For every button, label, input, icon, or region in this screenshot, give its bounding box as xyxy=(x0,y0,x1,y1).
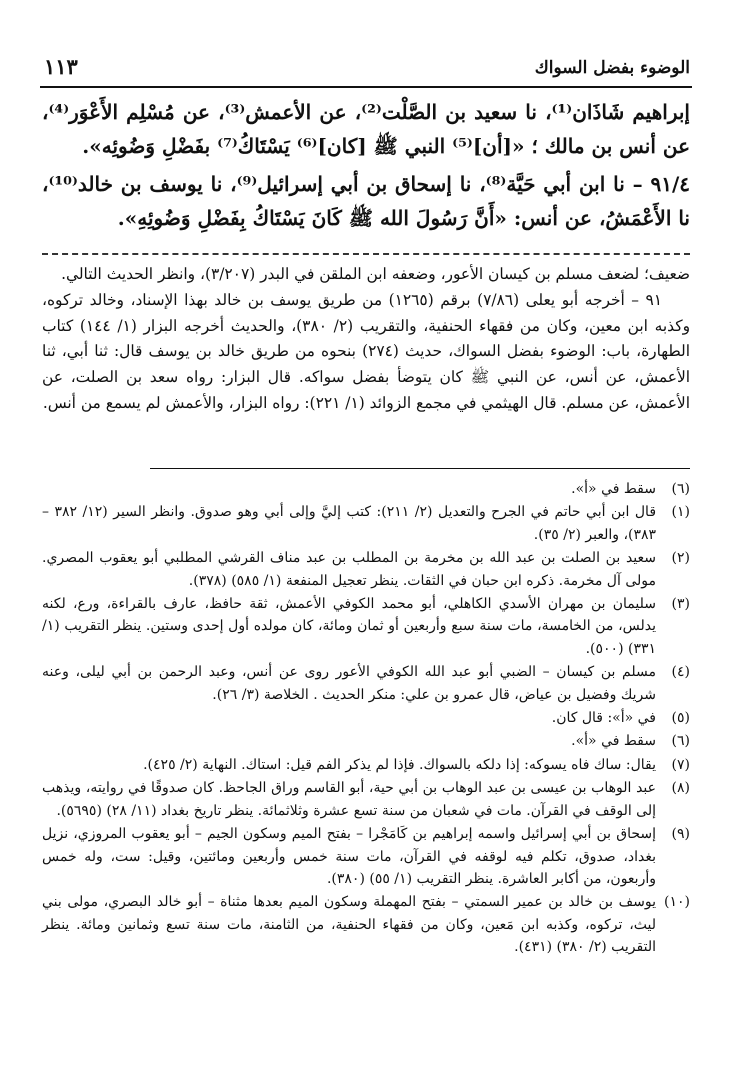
footnote xyxy=(42,777,690,822)
footnote xyxy=(42,661,690,706)
footnote xyxy=(42,730,690,752)
footnote-number: (٥) xyxy=(671,710,690,727)
footnote-number: (٨) xyxy=(671,780,690,797)
footnote-number: (٧) xyxy=(671,756,690,773)
footnote-rule xyxy=(150,468,690,469)
footnote-number: (٣) xyxy=(671,596,690,613)
footnote xyxy=(42,478,690,500)
page-header xyxy=(40,48,692,88)
footnote-number: (٦) xyxy=(671,481,690,497)
footnote-text: مسلم بن كيسان – الضبي أبو عبد الله الكوفي الأعور روى عن أنس، وعبد الرحمن بن أبي ليلى، وعنه شريك وفضيل بن عياض، قال عمرو بن علي: منكر الحديث . الخلاصة (٣/ ٢٦). xyxy=(42,664,656,703)
footnote-text: يوسف بن خالد بن عمير السمتي – بفتح المهملة وسكون الميم بعدها مثناة – أبو خالد البصري، مولى بني ليث، تركوه، وكذبه ابن مَعين، وكان من فقهاء الحنفية، من الثامنة، مات سنة تسع وثمانين ومائة. ينظر التقريب (٢/ ٣٨٠) (٤٣١). xyxy=(42,894,656,956)
footnote xyxy=(42,547,690,592)
footnote xyxy=(42,707,690,729)
footnote xyxy=(42,501,690,546)
hadith-text xyxy=(42,95,690,239)
footnote-text: إسحاق بن أبي إسرائيل واسمه إبراهيم بن كَامَجْرا – بفتح الميم وسكون الجيم – أبو يعقوب المروزي، نزيل بغداد، صدوق، تكلم فيه لوقفه في القرآن، مات سنة خمس وأربعين ومائتين، وقيل: ست، وله خمس وأربعون، من أكابر العاشرة. ينظر التقريب (١/ ٥٥) (٣٨٠). xyxy=(42,826,656,887)
footnote-text: يقال: ساك فاه يسوكه: إذا دلكه بالسواك. فإذا لم يذكر الفم قيل: استاك. النهاية (٢/ ٤٢٥). xyxy=(143,756,656,773)
footnote-text: سعيد بن الصلت بن عبد الله بن مخرمة بن المطلب بن عبد مناف القرشي المطلبي أبو يعقوب المصري. مولى آل مخرمة. ذكره ابن حبان في الثقات. ينظر تعجيل المنفعة (١/ ٥٨٥) (٣٧٨). xyxy=(42,550,656,589)
footnote xyxy=(42,754,690,776)
footnote-text: عبد الوهاب بن عيسى بن عبد الوهاب بن أبي حية، أبو القاسم وراق الجاحظ. كان صدوقًا في روايته، ويذهب إلى الوقف في القرآن. مات في شعبان من سنة تسع عشرة وثلاثمائة. ينظر تاريخ بغداد (١١/ ٢٨) (٥٦٩٥). xyxy=(42,780,656,819)
dashed-separator xyxy=(42,253,690,255)
footnote-text: سليمان بن مهران الأسدي الكاهلي، أبو محمد الكوفي الأعمش، ثقة حافظ، عارف بالقراءة، ورع، لكنه يدلس، من الخامسة، مات سنة سبع وأربعين أو ثمان ومائة، كان مولده أول إحدى وستين. ينظر التقريب (١/ ٣٣١) (٥٠٠). xyxy=(42,596,656,657)
footnote-text: سقط في «أ». xyxy=(571,733,656,750)
takhrij-paragraph-2: ٩١ – أخرجه أبو يعلى (٧/٨٦) برقم (١٢٦٥) من طريق يوسف بن خالد بهذا الإسناد، وخالد تركوه، وكذبه ابن معين، وكان من فقهاء الحنفية، والتقريب (٢/ ٣٨٠)، والحديث أخرجه البزار (١/ ١٤٤) كتاب الطهارة، باب: الوضوء بفضل السواك، حديث (٢٧٤) بنحوه من طريق خالد بن يوسف قال: ثنا أبي، ثنا الأعمش، عن أنس، عن النبي ﷺ كان يتوضأ بفضل سواكه. قال البزار: رواه سعد بن الصلت، عن الأعمش، عن مسلم. قال الهيثمي في مجمع الزوائد (١/ ٢٢١): رواه البزار، والأعمش لم يسمع من أنس. xyxy=(42,290,691,412)
footnotes-list xyxy=(42,478,690,960)
takhrij-section xyxy=(42,262,690,417)
footnote-number: (٦) xyxy=(671,733,690,750)
footnote-text: سقط في «أ». xyxy=(571,481,656,497)
footnote-text: قال ابن أبي حاتم في الجرح والتعديل (٢/ ٢١١): كتب إليَّ وإلى أبي وهو صدوق. وانظر السير (١٢/ ٣٨٢ – ٣٨٣)، والعبر (٢/ ٣٥). xyxy=(42,504,657,543)
running-title: الوضوء بفضل السواك xyxy=(534,58,690,78)
footnote xyxy=(42,891,690,958)
footnote-number: (٢) xyxy=(671,550,690,567)
footnote xyxy=(42,823,690,890)
footnote-text: في «أ»: قال كان. xyxy=(551,710,656,727)
footnote xyxy=(42,593,690,660)
takhrij-paragraph-1: ضعيف؛ لضعف مسلم بن كيسان الأعور، وضعفه ابن الملقن في البدر (٣/٢٠٧)، وانظر الحديث التالي. xyxy=(61,265,690,283)
hadith-paragraph-2: ٩١/٤ – نا ابن أبي حَيَّة⁽⁸⁾، نا إسحاق بن أبي إسرائيل⁽⁹⁾، نا يوسف بن خالد⁽¹⁰⁾، نا الأَعْمَشُ، عن أنس: «أَنَّ رَسُولَ الله ﷺ كَانَ يَسْتَاكُ بِفَضْلِ وَضُوئِهِ». xyxy=(42,172,690,230)
page-number: ١١٣ xyxy=(44,54,78,79)
footnote-number: (٩) xyxy=(671,826,690,843)
footnote-number: (١٠) xyxy=(664,894,690,911)
hadith-paragraph-1: إبراهيم شَاذَان⁽¹⁾، نا سعيد بن الصَّلْت⁽²⁾، عن الأعمش⁽³⁾، عن مُسْلِم الأَعْوَر⁽⁴⁾، عن أنس بن مالك ؛ «[أن]⁽⁵⁾ النبي ﷺ [كان]⁽⁶⁾ يَسْتَاكُ⁽⁷⁾ بفَضْلِ وَضُوئِه». xyxy=(42,100,690,158)
footnote-number: (٤) xyxy=(671,664,690,681)
footnote-number: (١) xyxy=(671,504,690,521)
